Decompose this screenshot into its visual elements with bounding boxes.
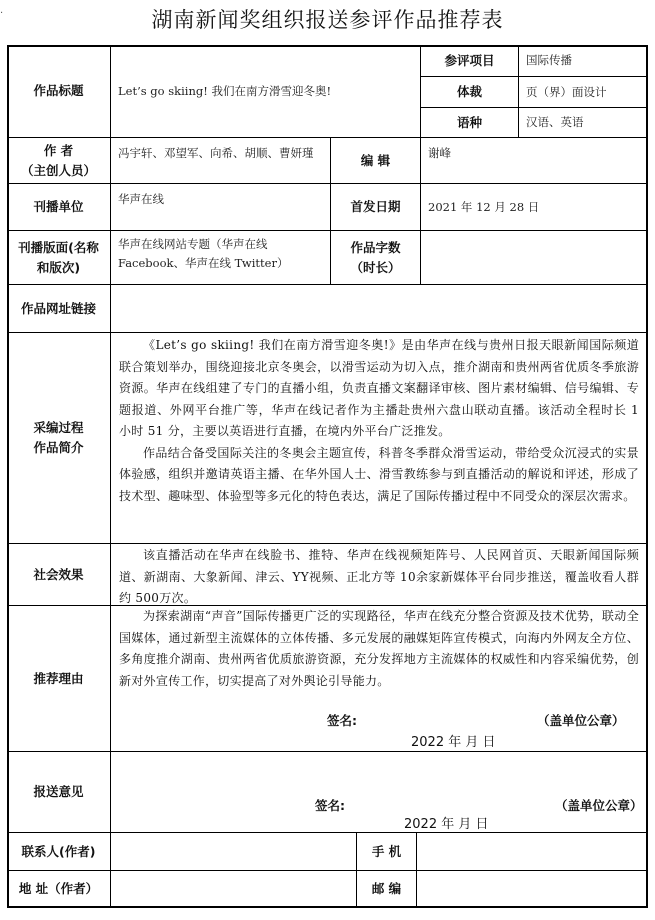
address-label: 地 址（作者）	[7, 871, 111, 908]
author-label	[7, 138, 111, 184]
category-label: 参评项目	[421, 45, 519, 77]
publisher-label: 刊播单位	[7, 184, 111, 231]
genre-value: 页（界）面设计	[519, 77, 648, 108]
authors-value: 冯宇轩、邓望军、向希、胡顺、曹妍瑾	[111, 138, 331, 184]
first-release-value: 2021 年 12 月 28 日	[421, 184, 648, 231]
contact-label: 联系人(作者)	[7, 833, 111, 871]
reason-seal-label: （盖单位公章）	[537, 713, 625, 728]
publisher-value: 华声在线	[111, 184, 331, 231]
recommendation-form	[7, 45, 648, 908]
genre-label: 体裁	[421, 77, 519, 108]
intro-value	[111, 333, 648, 544]
phone-label: 手 机	[357, 833, 417, 871]
editor-value: 谢峰	[421, 138, 648, 184]
intro-label	[7, 333, 111, 544]
language-value: 汉语、英语	[519, 108, 648, 138]
language-label: 语种	[421, 108, 519, 138]
word-count-label-line2: （时长）	[350, 259, 401, 275]
page-label-line2: 和版次)	[36, 259, 81, 275]
opinion-sign-label: 签名:	[315, 798, 345, 813]
reason-paragraph: 为探索湖南“声音”国际传播更广泛的实现路径，华声在线充分整合资源及技术优势，联动全国媒体，通过新型主流媒体的立体传播、多元发展的融媒矩阵宣传模式，向海内外网友全方位、多角度推介湖南、贵州两省优质旅游资源，充分发挥地方主流媒体的权威性和内容采编优势，创新对外宣传工作，切实提高了对外舆论引导能力。	[119, 609, 639, 688]
author-label-line1: 作 者	[43, 142, 74, 158]
page-title: 湖南新闻奖组织报送参评作品推荐表	[151, 8, 504, 32]
intro-label-line1: 采编过程	[33, 420, 84, 435]
effect-paragraph: 该直播活动在华声在线脸书、推特、华声在线视频矩阵号、人民网首页、天眼新闻国际频道、新湖南、大象新闻、津云、YY视频、正北方等 10余家新媒体平台同步推送，覆盖收看人群约 500万次。	[119, 548, 639, 605]
reason-sign-label: 签名:	[327, 713, 357, 728]
postcode-value[interactable]	[417, 871, 648, 908]
word-count-value[interactable]	[421, 231, 648, 285]
opinion-value[interactable]	[111, 752, 648, 833]
intro-paragraph-1: 《Let’s go skiing! 我们在南方滑雪迎冬奥!》是由华声在线与贵州日报天眼新闻国际频道联合策划举办，围绕迎接北京冬奥会，以滑雪运动为切入点，推介湖南和贵州两省优质冬季旅游资源。华声在线组建了专门的直播小组，负责直播文案翻译审核、图片素材编辑、信号编辑、专题报道、外网平台推广等，华声在线记者作为主播赴贵州六盘山联动直播。该活动全程时长 1 小时 51 分，主要以英语进行直播，在境内外平台广泛推发。	[119, 338, 639, 438]
page-label	[7, 231, 111, 285]
reason-label: 推荐理由	[7, 606, 111, 752]
word-count-label	[331, 231, 421, 285]
first-release-label: 首发日期	[331, 184, 421, 231]
author-label-line2: （主创人员）	[20, 162, 96, 178]
intro-paragraph-2: 作品结合备受国际关注的冬奥会主题宣传，科普冬季群众滑雪运动，带给受众沉浸式的实景体验感，组织并邀请英语主播、在华外国人士、滑雪教练参与到直播活动的解说和评述，形成了技术型、趣味型、体验型等多元化的特色表达，满足了国际传播过程中不同受众的深层次需求。	[119, 445, 639, 503]
opinion-date: 2022 年 月 日	[404, 817, 489, 832]
url-value[interactable]	[111, 285, 648, 333]
effect-value	[111, 544, 648, 606]
page-value: 华声在线网站专题（华声在线 Facebook、华声在线 Twitter）	[111, 231, 331, 285]
intro-label-line2: 作品简介	[33, 440, 84, 455]
work-title-label: 作品标题	[7, 45, 111, 138]
postcode-label: 邮 编	[357, 871, 417, 908]
work-title-value: Let’s go skiing! 我们在南方滑雪迎冬奥!	[111, 45, 421, 138]
opinion-seal-label: （盖单位公章）	[555, 798, 643, 813]
reason-date: 2022 年 月 日	[411, 735, 496, 750]
address-value[interactable]	[111, 871, 357, 908]
opinion-label: 报送意见	[7, 752, 111, 833]
editor-label: 编 辑	[331, 138, 421, 184]
word-count-label-line1: 作品字数	[350, 239, 401, 255]
reason-value	[111, 606, 648, 752]
corner-mark: ·	[0, 8, 4, 19]
url-label: 作品网址链接	[7, 285, 111, 333]
contact-value[interactable]	[111, 833, 357, 871]
page-label-line1: 刊播版面(名称	[18, 239, 99, 255]
category-value: 国际传播	[519, 45, 648, 77]
effect-label: 社会效果	[7, 544, 111, 606]
phone-value[interactable]	[417, 833, 648, 871]
